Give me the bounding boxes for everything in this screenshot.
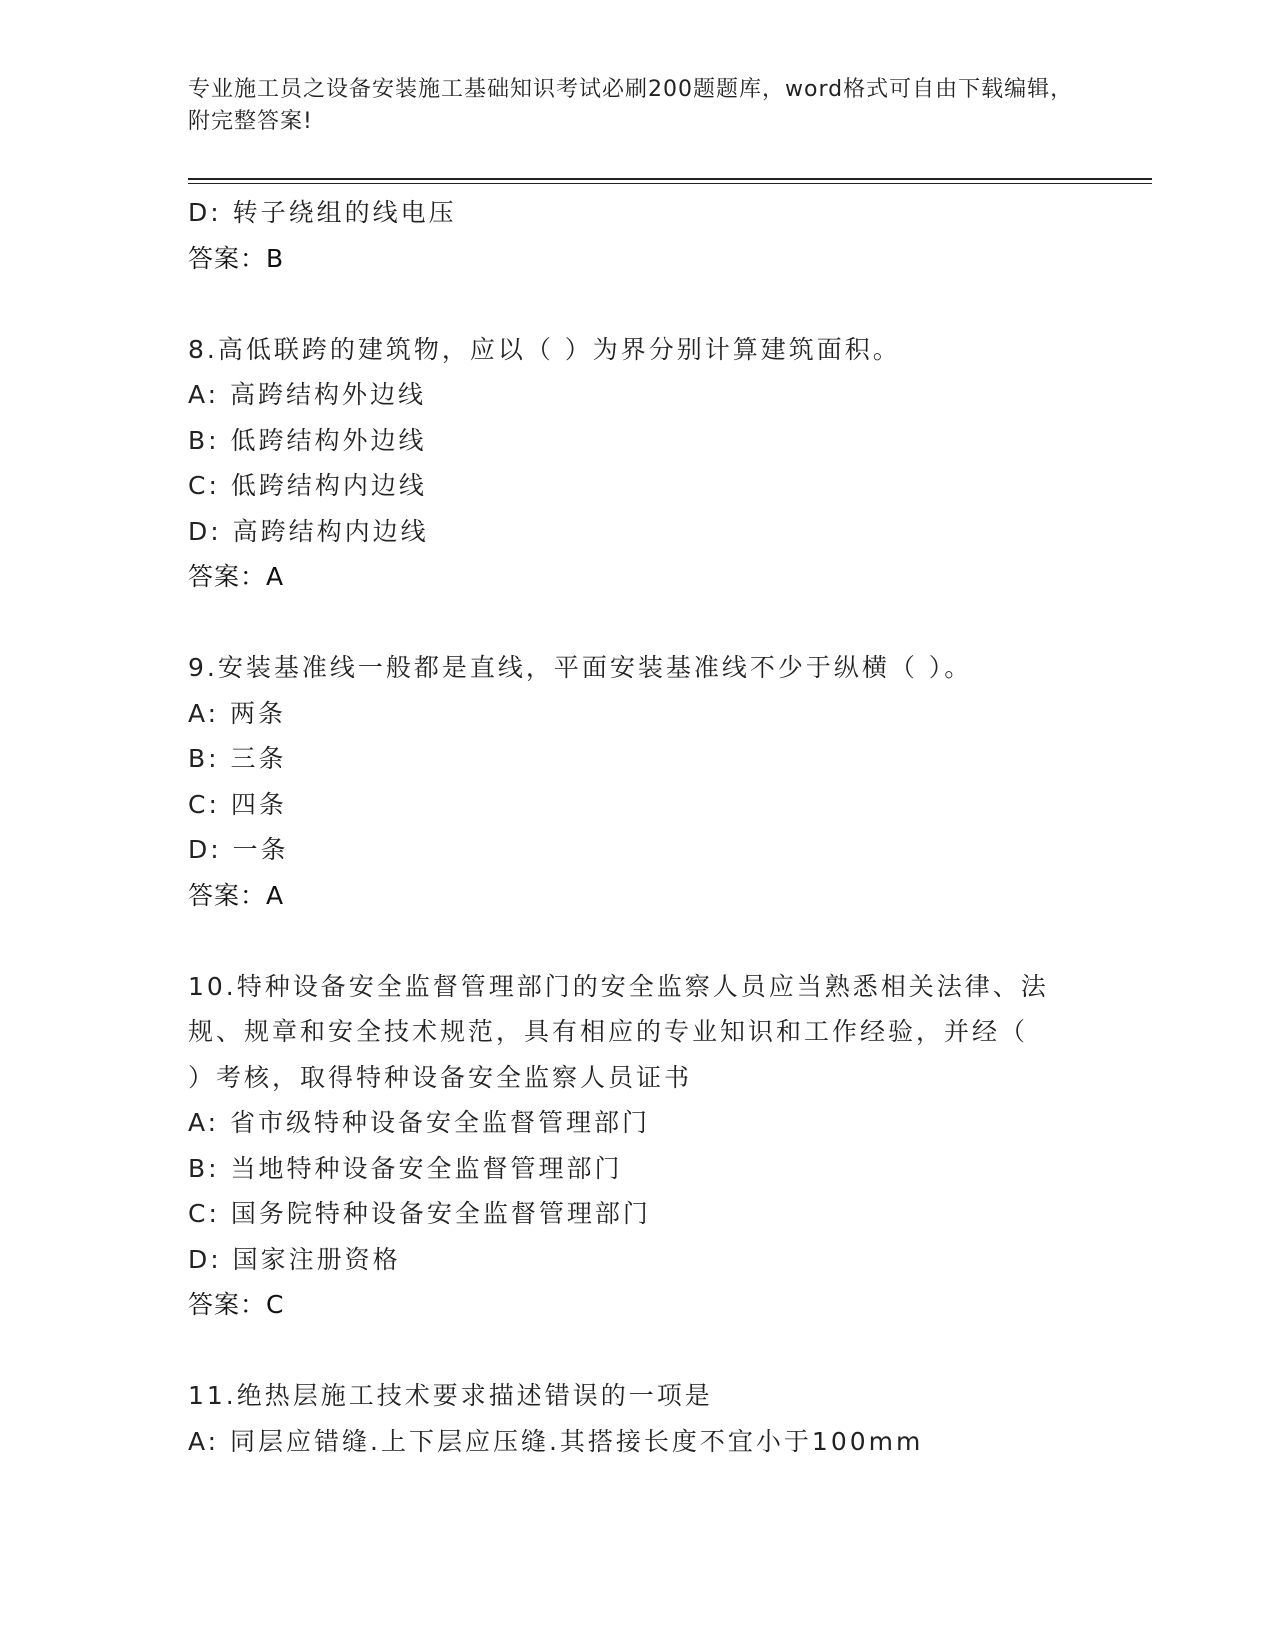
question-10-stem-line-2: 规、规章和安全技术规范，具有相应的专业知识和工作经验，并经（: [188, 1017, 1029, 1046]
spacer: [188, 281, 1088, 327]
question-8-option-b: B: 低跨结构外边线: [188, 425, 427, 455]
spacer: [188, 600, 1088, 646]
question-9-option-a: A: 两条: [188, 698, 287, 728]
question-8-option-d: D: 高跨结构内边线: [188, 516, 429, 546]
question-10-answer: 答案：C: [188, 1290, 285, 1319]
question-11-option-a: A: 同层应错缝.上下层应压缝.其搭接长度不宜小于100mm: [188, 1426, 924, 1456]
header-rule-thick: [188, 178, 1152, 180]
question-9-answer: 答案：A: [188, 880, 285, 910]
spacer: [188, 918, 1088, 964]
question-10-option-b: B: 当地特种设备安全监督管理部门: [188, 1153, 623, 1183]
question-8-stem: 8.高低联跨的建筑物，应以（ ）为界分别计算建筑面积。: [188, 334, 901, 364]
question-10-stem-line-1: 10.特种设备安全监督管理部门的安全监察人员应当熟悉相关法律、法: [188, 971, 1049, 1001]
question-8-option-c: C: 低跨结构内边线: [188, 471, 427, 500]
header-rule-thin: [188, 183, 1152, 184]
question-11-stem: 11.绝热层施工技术要求描述错误的一项是: [188, 1381, 713, 1410]
question-10-stem-line-3: ）考核，取得特种设备安全监察人员证书: [188, 1062, 693, 1092]
question-10-option-d: D: 国家注册资格: [188, 1244, 401, 1274]
question-8-option-a: A: 高跨结构外边线: [188, 380, 427, 409]
question-9-stem: 9.安装基准线一般都是直线，平面安装基准线不少于纵横（ ）。: [188, 653, 973, 682]
question-7-option-d: D: 转子绕组的线电压: [188, 198, 457, 227]
question-8-answer: 答案：A: [188, 562, 285, 591]
question-10-option-a: A: 省市级特种设备安全监督管理部门: [188, 1108, 651, 1137]
question-9-option-c: C: 四条: [188, 789, 287, 819]
question-9-option-d: D: 一条: [188, 835, 289, 864]
document-header-title: 专业施工员之设备安装施工基础知识考试必刷200题题库，word格式可自由下载编辑，附完整答案!: [188, 77, 1074, 134]
spacer: [188, 1328, 1088, 1374]
question-10-option-c: C: 国务院特种设备安全监督管理部门: [188, 1199, 651, 1228]
question-9-option-b: B: 三条: [188, 744, 287, 773]
question-list: [188, 190, 1088, 1464]
question-7-answer: 答案：B: [188, 243, 285, 273]
